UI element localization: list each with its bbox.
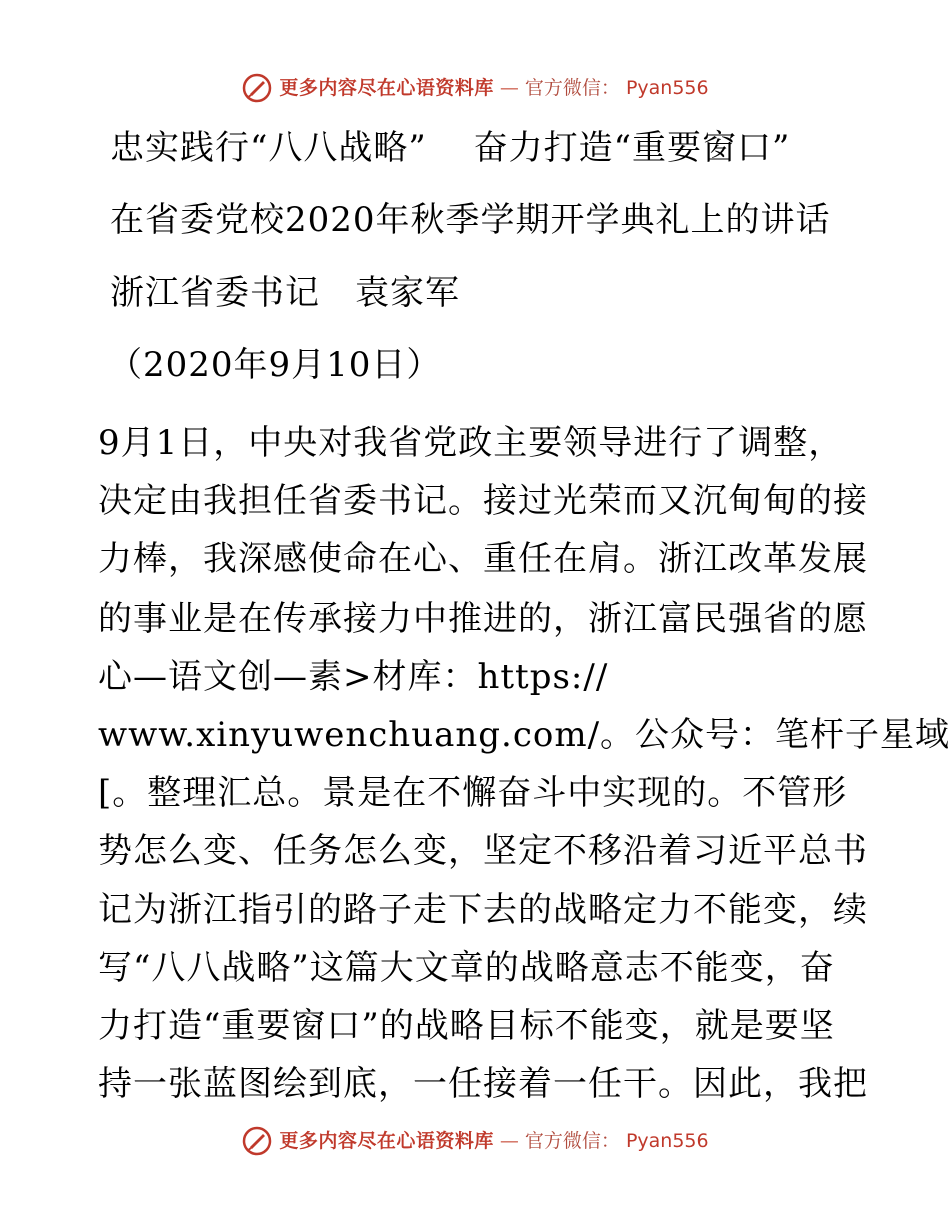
document-title: 忠实践行“八八战略” 奋力打造“重要窗口” (110, 128, 791, 168)
watermark-dash: — (499, 77, 519, 99)
body-line: 写“八八战略”这篇大文章的战略意志不能变，奋 (98, 948, 835, 988)
document-date: （2020年9月10日） (108, 345, 442, 385)
body-line: 力棒，我深感使命在心、重任在肩。浙江改革发展 (98, 539, 868, 579)
watermark-wechat-id: Pyan556 (625, 1130, 709, 1152)
body-line: 心—语文创—素>材库：https:// (98, 657, 609, 697)
footer-watermark (0, 1125, 950, 1157)
watermark-dash: — (499, 1130, 519, 1152)
watermark-text: 更多内容尽在心语资料库 (279, 1130, 494, 1152)
body-line: 力打造“重要窗口”的战略目标不能变，就是要坚 (98, 1006, 835, 1046)
body-line: 9月1日，中央对我省党政主要领导进行了调整， (98, 423, 844, 463)
watermark-wechat-id: Pyan556 (625, 77, 709, 99)
body-line: [。整理汇总。景是在不懈奋斗中实现的。不管形 (98, 773, 848, 813)
quill-logo-icon (241, 1125, 273, 1157)
body-line: 持一张蓝图绘到底，一任接着一任干。因此，我把 (98, 1064, 868, 1104)
watermark-wechat-label: 官方微信： (524, 1130, 620, 1152)
header-watermark (0, 72, 950, 104)
quill-logo-icon (241, 72, 273, 104)
watermark-text: 更多内容尽在心语资料库 (279, 77, 494, 99)
body-line: 的事业是在传承接力中推进的，浙江富民强省的愿 (98, 599, 868, 639)
body-line: www.xinyuwenchuang.com/。公众号：笔杆子星域 (98, 715, 950, 755)
body-line: 记为浙江指引的路子走下去的战略定力不能变，续 (98, 890, 868, 930)
document-author: 浙江省委书记 袁家军 (110, 273, 460, 313)
body-line: 决定由我担任省委书记。接过光荣而又沉甸甸的接 (98, 481, 868, 521)
watermark-wechat-label: 官方微信： (524, 77, 620, 99)
document-subtitle: 在省委党校2020年秋季学期开学典礼上的讲话 (110, 200, 831, 240)
body-line: 势怎么变、任务怎么变，坚定不移沿着习近平总书 (98, 831, 868, 871)
